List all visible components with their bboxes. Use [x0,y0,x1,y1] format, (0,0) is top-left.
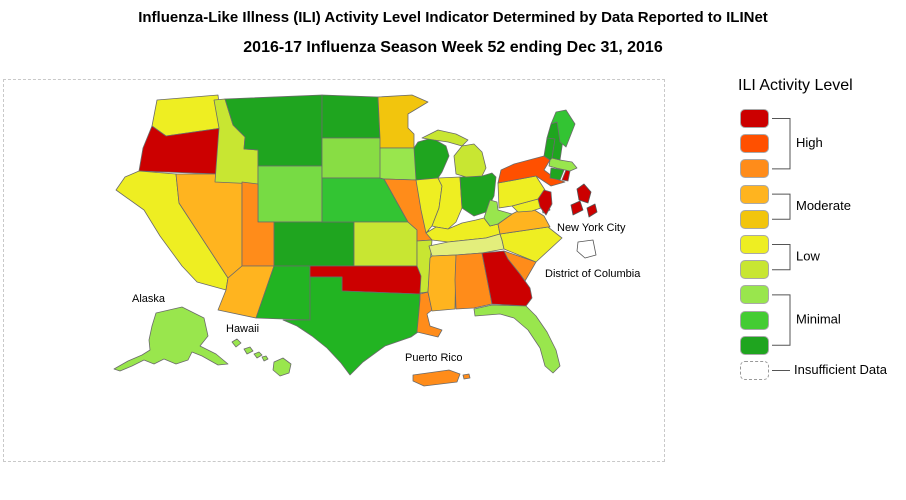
state-wy[interactable] [258,166,322,222]
legend-label-moderate: Moderate [796,198,851,214]
new-york-city-label: New York City [557,222,626,234]
state-ia[interactable] [380,148,418,180]
district-of-columbia-marker[interactable] [577,240,596,258]
legend-title: ILI Activity Level [738,77,853,94]
legend-bracket-high [772,119,790,169]
legend-bracket-minimal [772,295,790,345]
legend-bracket-moderate [772,194,790,219]
state-hi[interactable] [232,339,291,376]
us-choropleth-map [4,80,664,461]
map-panel [3,79,665,462]
state-nd[interactable] [322,95,380,138]
state-pr[interactable] [413,370,470,386]
legend-bracket-low [772,245,790,270]
hawaii-label: Hawaii [226,323,260,335]
alaska-label: Alaska [132,293,166,305]
legend-label-high: High [796,135,823,151]
state-co[interactable] [274,222,354,266]
legend-label-insufficient-data: Insufficient Data [794,361,887,377]
new-york-city-marker[interactable] [577,184,591,203]
state-ct[interactable] [550,168,564,180]
ili-activity-legend [700,75,906,415]
state-sd[interactable] [322,138,383,178]
new-york-city-marker[interactable] [587,204,597,217]
legend-label-minimal: Minimal [796,311,841,327]
state-fl[interactable] [474,305,560,373]
state-mn[interactable] [378,95,428,148]
state-ak[interactable] [114,307,228,371]
district-of-columbia-label: District of Columbia [545,268,641,280]
new-york-city-marker[interactable] [571,201,583,215]
page-subtitle: 2016-17 Influenza Season Week 52 ending Dec 31, 2016 [243,39,663,56]
legend-label-low: Low [796,248,820,264]
page-title: Influenza-Like Illness (ILI) Activity Level Indicator Determined by Data Reported to ILINet [138,9,768,26]
state-ks[interactable] [354,222,417,266]
legend-brackets [700,75,906,415]
state-wi[interactable] [414,138,449,180]
state-ms[interactable] [428,255,456,311]
puerto-rico-label: Puerto Rico [405,352,463,364]
